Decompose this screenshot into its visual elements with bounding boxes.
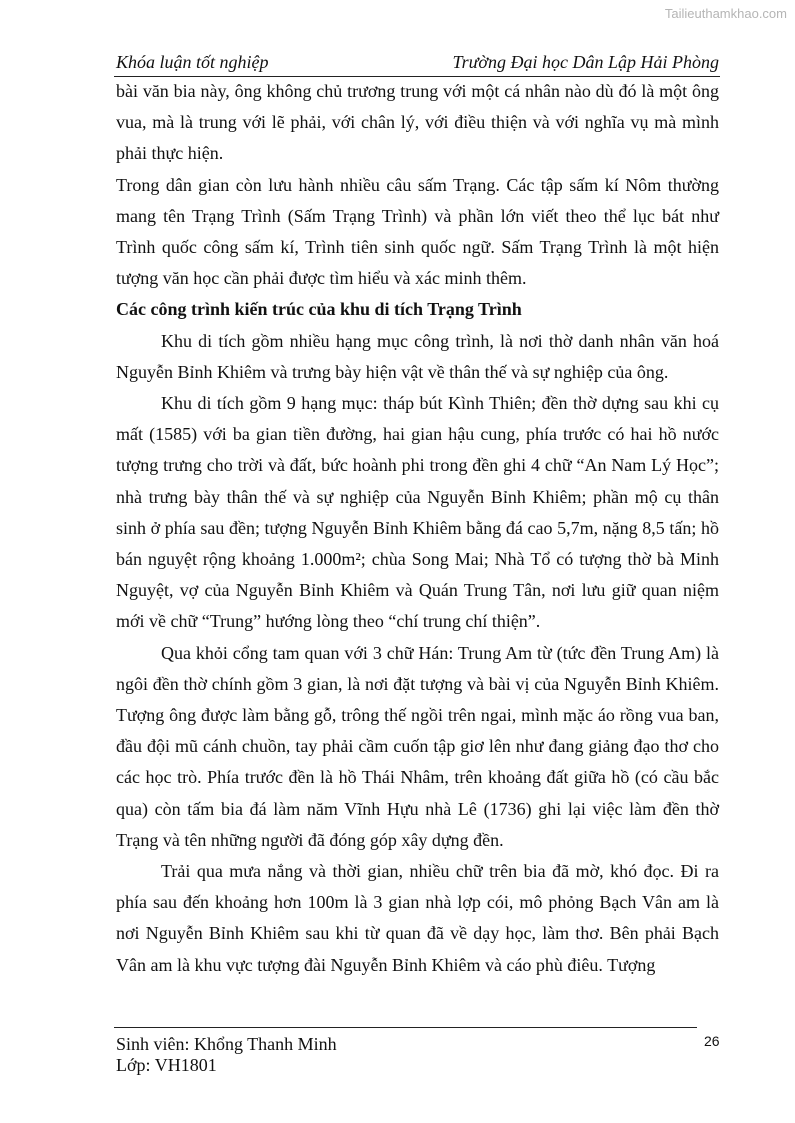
section-heading: Các công trình kiến trúc của khu di tích Trạng Trình [116,299,522,320]
paragraph-nine-items: Khu di tích gồm 9 hạng mục: tháp bút Kình Thiên; đền thờ dựng sau khi cụ mất (1585) với ba gian tiền đường, hai gian hậu cung, phía trước có hai hồ nước tượng trưng cho trời và đất, bức hoành phi trong đền ghi 4 chữ “An Nam Lý Học”; nhà trưng bày thân thế và sự nghiệp của Nguyễn Bỉnh Khiêm; phần mộ cụ thân sinh ở phía sau đền; tượng Nguyễn Bỉnh Khiêm bằng đá cao 5,7m, nặng 8,5 tấn; hồ bán nguyệt rộng khoảng 1.000m²; chùa Song Mai; Nhà Tổ có tượng thờ bà Minh Nguyệt, vợ của Nguyễn Bỉnh Khiêm và Quán Trung Tân, nơi lưu giữ quan niệm mới về chữ “Trung” hướng lòng theo “chí trung chí thiện”. [116,393,719,632]
header-university: Trường Đại học Dân Lập Hải Phòng [452,52,719,72]
paragraph-bach-van-am: Trải qua mưa nắng và thời gian, nhiều chữ trên bia đã mờ, khó đọc. Đi ra phía sau đến khoảng hơn 100m là 3 gian nhà lợp cói, mô phỏng Bạch Vân am là nơi Nguyễn Bỉnh Khiêm sau khi từ quan đã về dạy học, làm thơ. Bên phải Bạch Vân am là khu vực tượng đài Nguyễn Bỉnh Khiêm và cáo phù điêu. Tượng [116,861,719,975]
footer-student: Sinh viên: Khổng Thanh Minh [116,1034,337,1054]
page-footer [116,1034,337,1076]
page-number: 26 [704,1033,720,1049]
paragraph-continuation: bài văn bia này, ông không chủ trương trung với một cá nhân nào dù đó là một ông vua, mà là trung với lẽ phải, với chân lý, với điều thiện và với nghĩa vụ mà mình phải thực hiện. [116,81,719,164]
header-thesis-title: Khóa luận tốt nghiệp [116,52,269,72]
watermark-text: Tailieuthamkhao.com [664,6,787,21]
paragraph-sam-trang: Trong dân gian còn lưu hành nhiều câu sấm Trạng. Các tập sấm kí Nôm thường mang tên Trạng Trình (Sấm Trạng Trình) và phần lớn viết theo thể lục bát như Trình quốc công sấm kí, Trình tiên sinh quốc ngữ. Sấm Trạng Trình là một hiện tượng văn học cần phải được tìm hiểu và xác minh thêm. [116,174,719,289]
footer-class: Lớp: VH1801 [116,1055,217,1075]
page-header [116,51,719,73]
paragraph-main-temple: Qua khỏi cổng tam quan với 3 chữ Hán: Trung Am từ (tức đền Trung Am) là ngôi đền thờ chính gồm 3 gian, là nơi đặt tượng và bài vị của Nguyễn Bỉnh Khiêm. Tượng ông được làm bằng gỗ, trông thế ngồi trên ngai, mình mặc áo rồng vua ban, đầu đội mũ cánh chuồn, tay phải cầm cuốn tập giơ lên như đang giảng đạo thơ cho các học trò. Phía trước đền là hồ Thái Nhâm, trên khoảng đất giữa hồ (có cầu bắc qua) còn tấm bia đá làm năm Vĩnh Hựu nhà Lê (1736) ghi lại việc làm đền thờ Trạng và tên những người đã đóng góp xây dựng đền. [116,642,719,850]
document-body [116,76,719,981]
footer-divider [114,1027,697,1028]
paragraph-overview: Khu di tích gồm nhiều hạng mục công trình, là nơi thờ danh nhân văn hoá Nguyễn Bỉnh Khiêm và trưng bày hiện vật về thân thế và sự nghiệp của ông. [116,330,719,382]
